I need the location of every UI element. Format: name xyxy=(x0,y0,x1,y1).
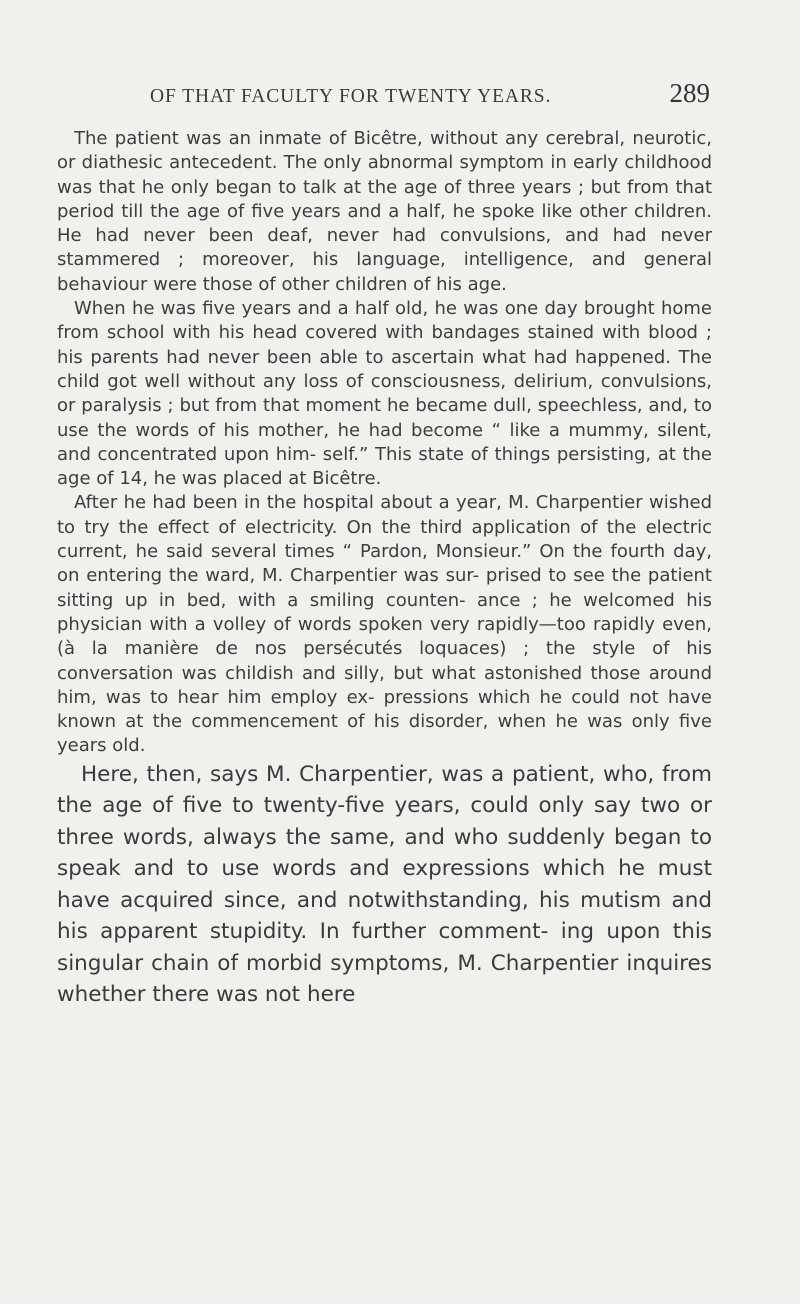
running-title: OF THAT FACULTY FOR TWENTY YEARS. xyxy=(150,86,552,107)
paragraph-injury: When he was five years and a half old, he was one day brought home from school with his head covered with bandages stained with blood ; his parents had never been able to ascertain what had happened. The child got well without any loss of consciousness, delirium, convulsions, or paralysis ; but from that moment he became dull, speechless, and, to use the words of his mother, he had become “ like a mummy, silent, and concentrated upon him- self.” This state of things persisting, at the age of 14, he was placed at Bicêtre. xyxy=(57,298,712,490)
page-number: 289 xyxy=(669,78,710,108)
paragraph-electricity-treatment: After he had been in the hospital about a year, M. Charpentier wished to try the effect of electricity. On the third application of the electric current, he said several times “ Pardon, Monsieur.” On the fourth day, on entering the ward, M. Charpentier was sur- prised to see the patient sitting up in bed, with a smiling counten- ance ; he welcomed his physician with a volley of words spoken very rapidly—too rapidly even, (à la manière de nos persécutés loquaces) ; the style of his conversation was childish and silly, but what astonished those around him, was to hear him employ ex- pressions which he could not have known at the commencement of his disorder, when he was only five years old. xyxy=(57,492,712,757)
paragraph-patient-history: The patient was an inmate of Bicêtre, without any cerebral, neurotic, or diathesic antecedent. The only abnormal symptom in early childhood was that he only began to talk at the age of three years ; but from that period till the age of five years and a half, he spoke like other children. He had never been deaf, never had convulsions, and had never stammered ; moreover, his language, intelligence, and general behaviour were those of other children of his age. xyxy=(57,128,712,295)
paragraph-charpentier-conclusion: Here, then, says M. Charpentier, was a patient, who, from the age of five to twenty-five years, could only say two or three words, always the same, and who suddenly began to speak and to use words and expressions which he must have acquired since, and notwithstanding, his mutism and his apparent stupidity. In further comment- ing upon this singular chain of morbid symptoms, M. Charpentier inquires whether there was not here xyxy=(57,761,712,1008)
body-text xyxy=(57,127,712,1011)
running-head xyxy=(150,78,710,112)
